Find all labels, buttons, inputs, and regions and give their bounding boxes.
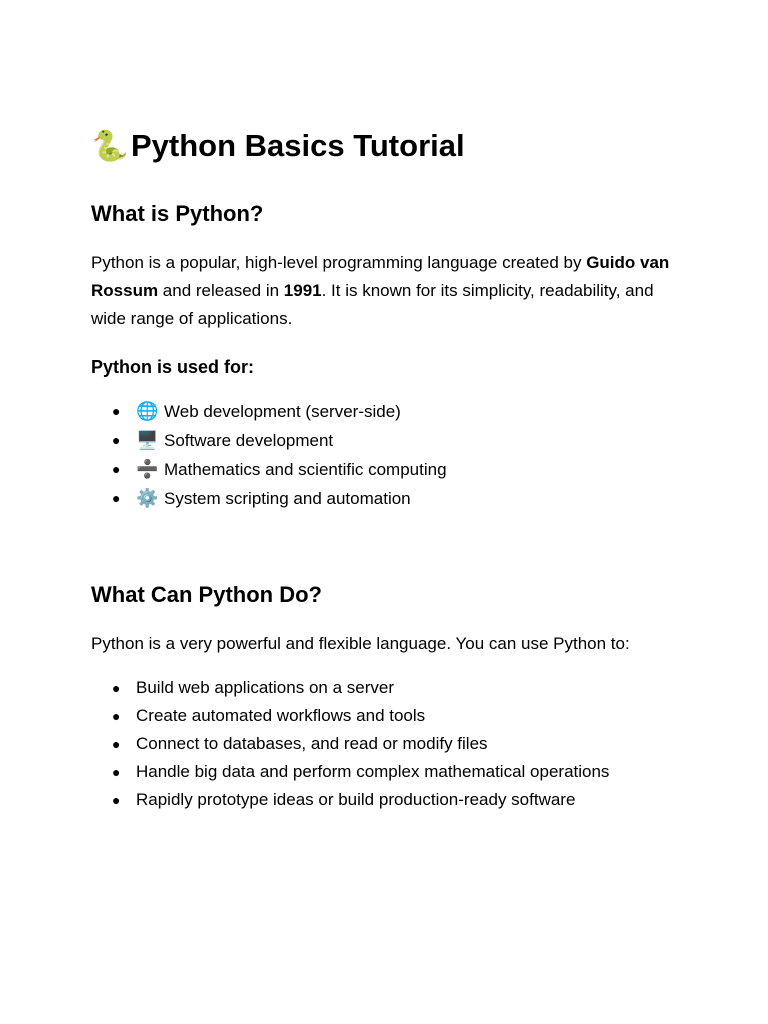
release-year: 1991: [283, 281, 322, 300]
list-item-text: Software development: [164, 431, 334, 450]
section-heading-what-is-python: What is Python?: [91, 201, 264, 226]
list-item: ● Create automated workflows and tools: [91, 702, 609, 730]
list-item: [91, 426, 447, 455]
list-item-text: Mathematics and scientific computing: [164, 460, 447, 479]
intro-text-part2: and released in: [158, 281, 284, 300]
monitor-icon: 🖥️: [136, 430, 159, 450]
list-item: ● Rapidly prototype ideas or build production-ready software: [91, 786, 609, 814]
list-item: [91, 484, 447, 513]
list-item-text: System scripting and automation: [164, 489, 411, 508]
uses-list: [91, 397, 447, 513]
list-item: [91, 397, 447, 426]
intro-text-part3: . It is known for its simplicity, readability, and wide range of applications.: [91, 281, 654, 328]
globe-icon: 🌐: [136, 401, 159, 421]
capabilities-list: [91, 674, 609, 814]
creator-name: Guido van Rossum: [91, 253, 670, 300]
gear-icon: ⚙️: [136, 488, 159, 508]
section-heading-what-can-python-do: What Can Python Do?: [91, 582, 322, 607]
divide-icon: ➗: [136, 459, 159, 479]
intro-paragraph: [91, 249, 691, 333]
page-title: [91, 124, 465, 169]
uses-subheading: Python is used for:: [91, 357, 255, 377]
snake-icon: 🐍: [91, 130, 129, 163]
intro-text-part1: Python is a popular, high-level programming language created by: [91, 253, 587, 272]
page-title-text: Python Basics Tutorial: [131, 128, 465, 163]
list-item: ● Connect to databases, and read or modify files: [91, 730, 609, 758]
list-item: ● Handle big data and perform complex mathematical operations: [91, 758, 609, 786]
list-item-text: Web development (server-side): [164, 402, 401, 421]
list-item: [91, 455, 447, 484]
capabilities-intro: Python is a very powerful and flexible language. You can use Python to:: [91, 634, 630, 653]
list-item: ● Build web applications on a server: [91, 674, 609, 702]
